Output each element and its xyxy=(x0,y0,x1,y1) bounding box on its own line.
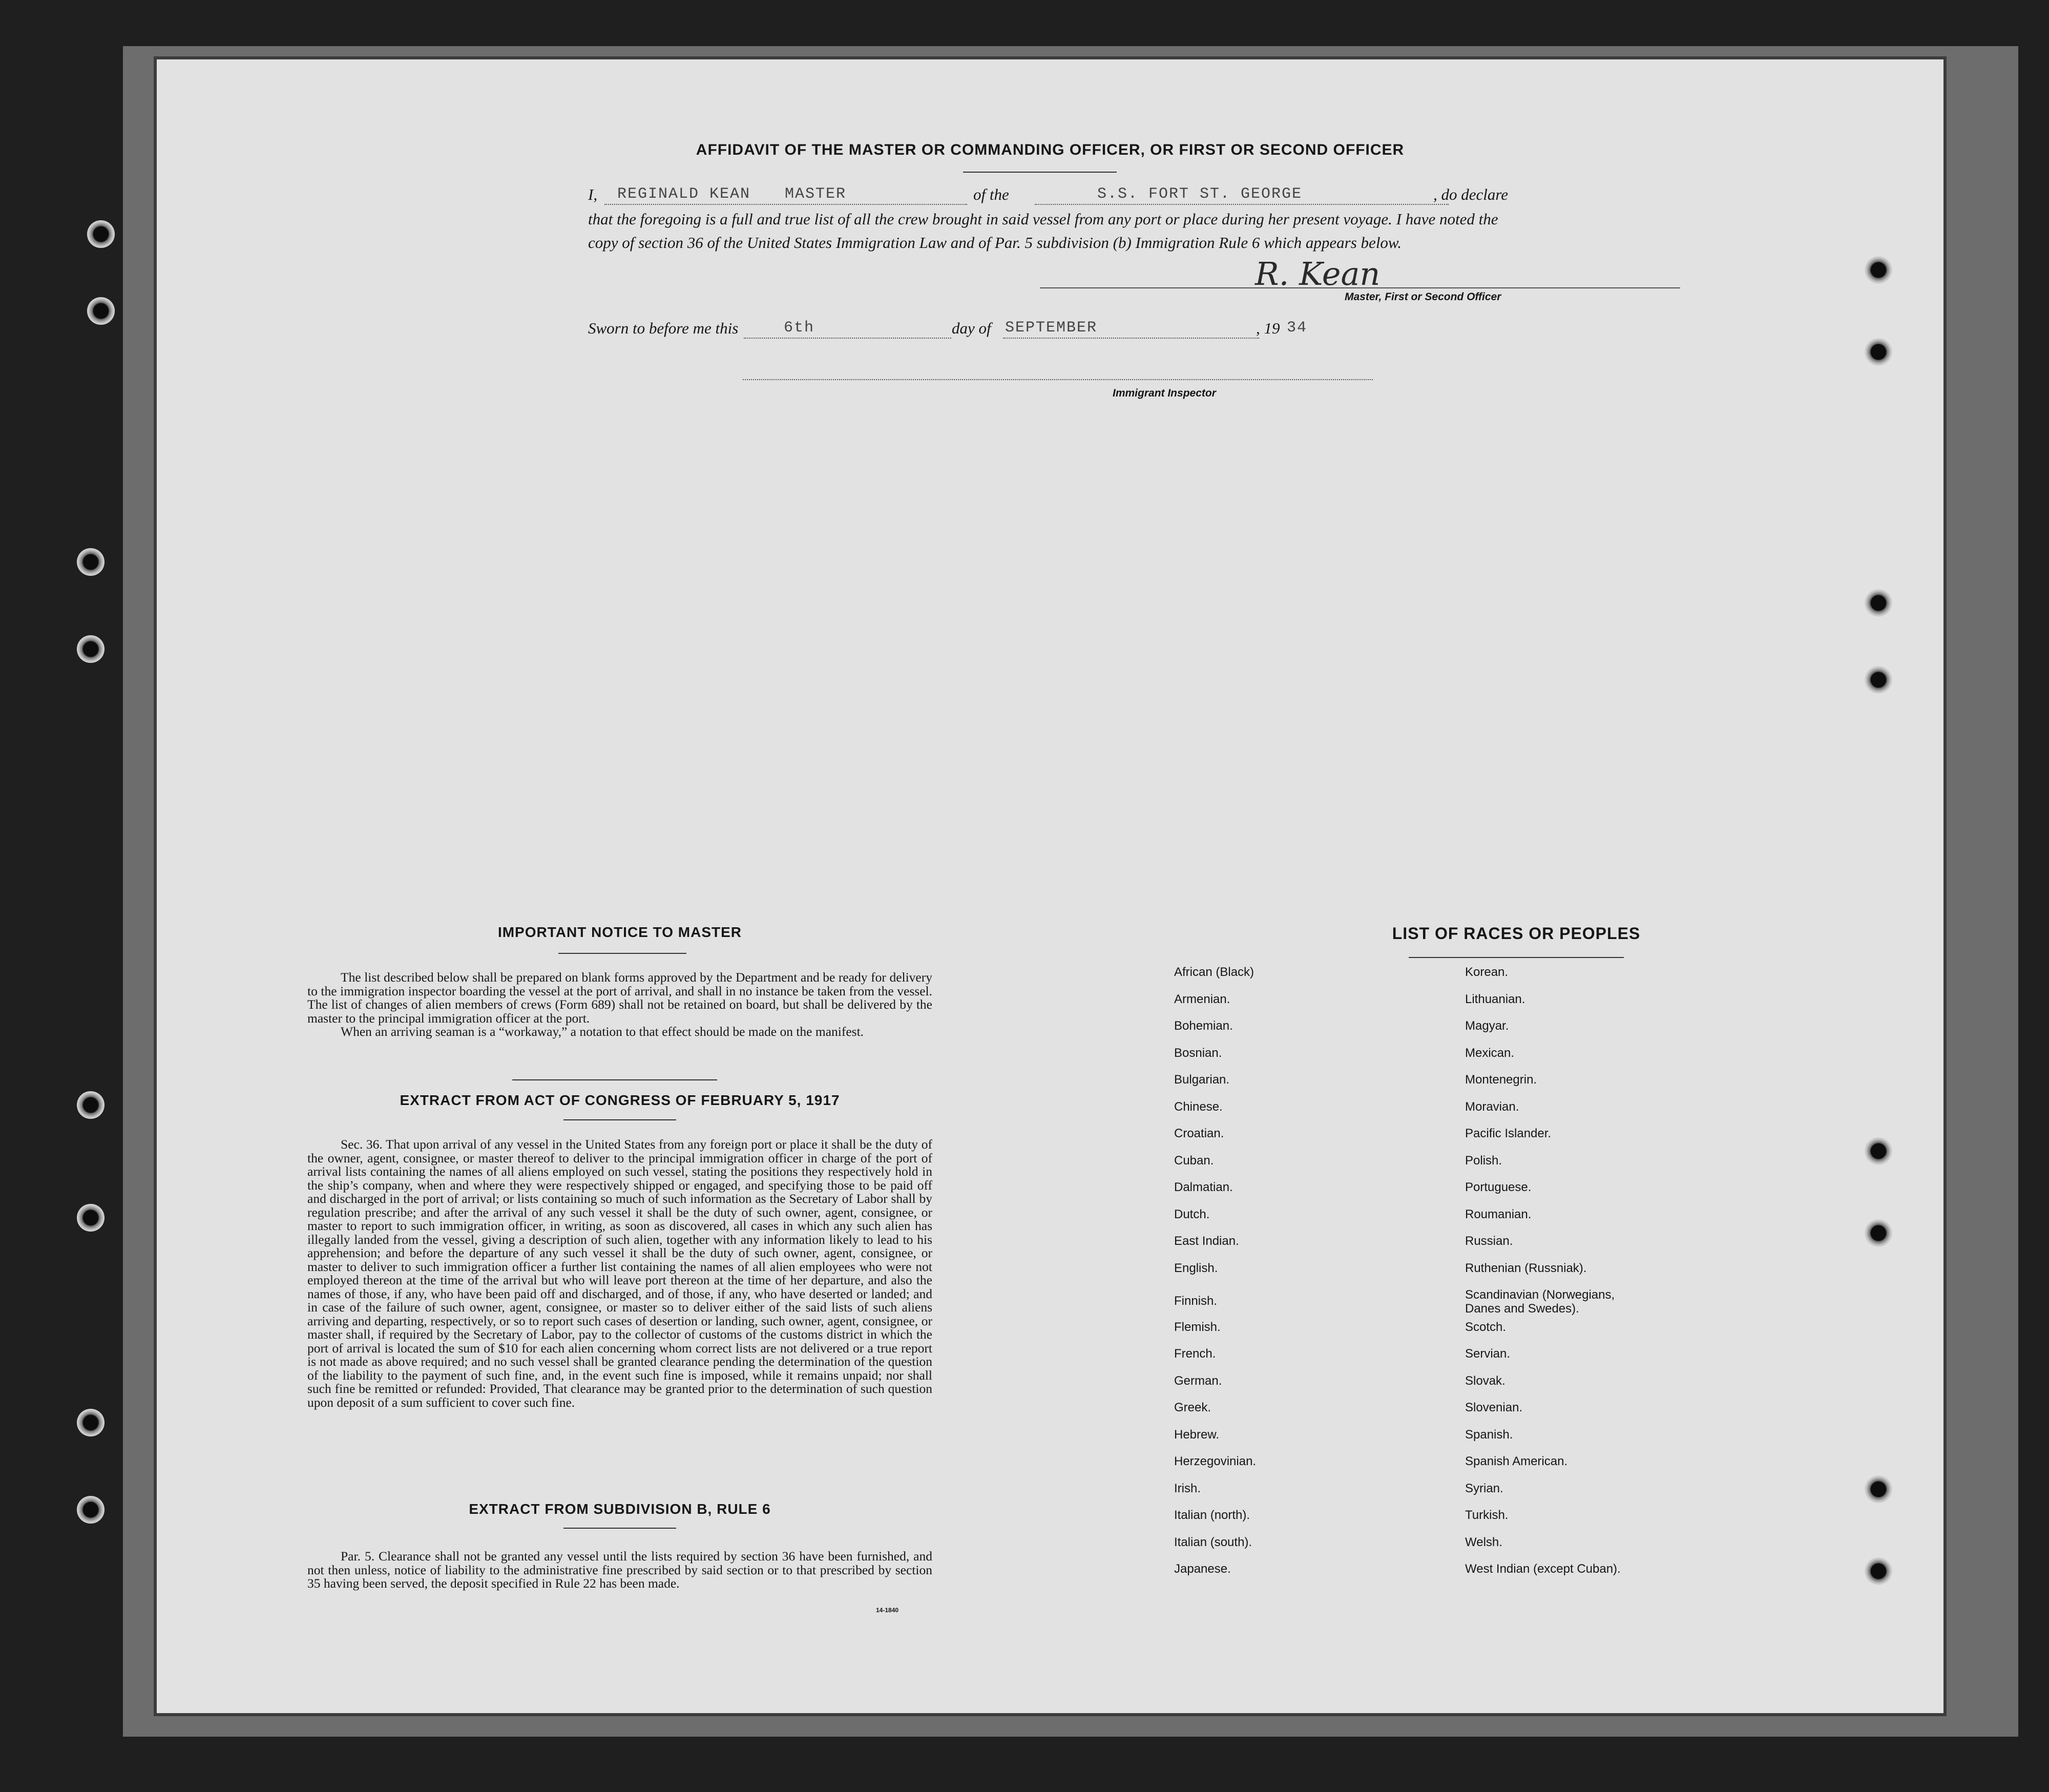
binder-hole xyxy=(77,1409,104,1436)
affidavit-line-3: copy of section 36 of the United States Immigration Law and of Par. 5 subdivision (b) Immigration Rule 6 which appears below. xyxy=(588,234,1402,252)
race-right-item: Mexican. xyxy=(1465,1046,1515,1060)
binder-hole xyxy=(77,635,104,663)
inspector-line xyxy=(743,379,1373,380)
race-right-item: Roumanian. xyxy=(1465,1207,1532,1221)
title-underline xyxy=(963,172,1117,173)
race-right-item: Turkish. xyxy=(1465,1508,1509,1522)
race-right-item: Slovenian. xyxy=(1465,1401,1523,1414)
race-left-item: German. xyxy=(1174,1374,1222,1388)
binder-hole xyxy=(87,297,115,325)
master-rank: MASTER xyxy=(785,185,847,203)
par-5-text: Par. 5. Clearance shall not be granted any vessel until the lists required by section 36 have been furnished, and not then unless, notice of liability to the administrative fine prescribed by said section or to that prescribed by section 35 having been served, the deposit specified in Rule 22 has been made. xyxy=(307,1549,932,1591)
race-right-item: Welsh. xyxy=(1465,1535,1502,1549)
binder-hole xyxy=(77,548,104,576)
extract-2-underline xyxy=(563,1528,676,1529)
race-left-item: Dutch. xyxy=(1174,1207,1210,1221)
binder-hole xyxy=(1865,1219,1892,1247)
form-number: 14-1840 xyxy=(876,1607,899,1614)
name-blank xyxy=(604,204,967,205)
binder-hole xyxy=(87,220,115,248)
sworn-month: SEPTEMBER xyxy=(1005,319,1098,337)
notice-underline xyxy=(558,953,686,954)
race-left-item: Dalmatian. xyxy=(1174,1180,1233,1194)
binder-hole xyxy=(77,1496,104,1524)
day-blank xyxy=(744,338,951,339)
race-left-item: Japanese. xyxy=(1174,1562,1231,1576)
affidavit-title: AFFIDAVIT OF THE MASTER OR COMMANDING OFFICER, OR FIRST OR SECOND OFFICER xyxy=(696,141,1405,158)
binder-hole xyxy=(1865,256,1892,284)
day-of-label: day of xyxy=(952,319,991,337)
race-right-item: Korean. xyxy=(1465,965,1509,979)
race-left-item: Herzegovinian. xyxy=(1174,1454,1257,1468)
par-5-body xyxy=(307,1550,932,1591)
race-right-item: Spanish. xyxy=(1465,1428,1513,1442)
master-name: REGINALD KEAN xyxy=(617,185,751,203)
sworn-year: 34 xyxy=(1287,319,1308,337)
binder-hole xyxy=(1865,1137,1892,1165)
notice-body xyxy=(307,971,932,1039)
race-left-item: Armenian. xyxy=(1174,992,1230,1006)
affidavit-prefix: I, xyxy=(588,185,598,203)
race-left-item: Croatian. xyxy=(1174,1127,1224,1140)
race-left-item: Bohemian. xyxy=(1174,1019,1233,1033)
race-right-item: Polish. xyxy=(1465,1154,1502,1168)
extract-1-title: EXTRACT FROM ACT OF CONGRESS OF FEBRUARY 5, 1917 xyxy=(400,1092,840,1108)
extract-1-underline xyxy=(563,1119,676,1120)
extract-2-title: EXTRACT FROM SUBDIVISION B, RULE 6 xyxy=(469,1501,771,1517)
race-left-item: Chinese. xyxy=(1174,1100,1223,1114)
binder-hole xyxy=(1865,589,1892,617)
sworn-day: 6th xyxy=(784,319,815,337)
race-right-item: Scotch. xyxy=(1465,1320,1507,1334)
race-right-item: Montenegrin. xyxy=(1465,1073,1537,1087)
race-right-item: Syrian. xyxy=(1465,1482,1503,1495)
binder-hole xyxy=(1865,338,1892,366)
notice-paragraph-1: The list described below shall be prepared on blank forms approved by the Department and be ready for delivery to the immigration inspector boarding the vessel at the port of arrival, and shall in no instance be taken from the vessel. The list of changes of alien members of crews (Form 689) shall not be retained on board, but shall be delivered by the master to the principal immigration officer at the port. xyxy=(307,970,932,1026)
binder-hole xyxy=(77,1204,104,1232)
race-left-item: Finnish. xyxy=(1174,1294,1218,1308)
notice-paragraph-2: When an arriving seaman is a “workaway,” a notation to that effect should be made on the manifest. xyxy=(341,1024,864,1039)
race-left-item: Italian (south). xyxy=(1174,1535,1252,1549)
do-declare-label: , do declare xyxy=(1433,185,1509,203)
race-left-item: Bulgarian. xyxy=(1174,1073,1230,1087)
of-the-label: of the xyxy=(973,185,1009,203)
binder-hole xyxy=(77,1091,104,1119)
vessel-name: S.S. FORT ST. GEORGE xyxy=(1097,185,1303,203)
races-title: LIST OF RACES OR PEOPLES xyxy=(1392,924,1641,943)
month-blank xyxy=(1003,338,1259,339)
signature-caption: Master, First or Second Officer xyxy=(1345,291,1501,303)
race-left-item: Hebrew. xyxy=(1174,1428,1220,1442)
binder-hole xyxy=(1865,1475,1892,1503)
race-right-item: Portuguese. xyxy=(1465,1180,1532,1194)
vessel-blank xyxy=(1035,204,1449,205)
race-left-item: Cuban. xyxy=(1174,1154,1214,1168)
year-prefix: , 19 xyxy=(1256,319,1280,337)
race-right-item: Spanish American. xyxy=(1465,1454,1568,1468)
document-page xyxy=(154,56,1947,1716)
section-36-text: Sec. 36. That upon arrival of any vessel in the United States from any foreign port or place it shall be the duty of the owner, agent, consignee, or master thereof to deliver to the principal immigration officer in charge of the port of arrival lists containing the names of all aliens employed on such vessel, stating the positions they respectively hold in the ship’s company, when and where they were respectively shipped or engaged, and specifying those to be paid off and discharged in the port of arrival; or lists containing so much of such information as the Secretary of Labor shall by regulation prescribe; and after the arrival of any such vessel it shall be the duty of such owner, agent, consignee, or master to report to such immigration officer, in writing, as soon as discovered, all cases in which any such alien has illegally landed from the vessel, giving a description of such alien, together with any information likely to lead to his apprehension; and before the departure of any such vessel it shall be the duty of such owner, agent, consignee, or master to deliver to such immigration officer a further list containing the names of all alien employees who were not employed thereon at the time of the arrival but who will leave port thereon at the time of her departure, and also the names of those, if any, who have been paid off and discharged, and of those, if any, who have deserted or landed; and in case of the failure of such owner, agent, consignee, or master so to deliver either of the said lists of such aliens arriving and departing, respectively, or so to report such cases of desertion or landing, such owner, agent, consignee, or master shall, if required by the Secretary of Labor, pay to the collector of customs of the customs district in which the port of arrival is located the sum of $10 for each alien concerning whom correct lists are not delivered or a true report is not made as above required; and no such vessel shall be granted clearance pending the determination of the question of the liability to the payment of such fine, and, in the event such fine is imposed, while it remains unpaid; nor shall such fine be remitted or refunded: Provided, That clearance may be granted prior to the determination of such question upon deposit of a sum sufficient to cover such fine. xyxy=(307,1137,932,1410)
race-left-item: Greek. xyxy=(1174,1401,1211,1414)
binder-hole xyxy=(1865,666,1892,694)
sworn-label: Sworn to before me this xyxy=(588,319,739,337)
race-right-item: West Indian (except Cuban). xyxy=(1465,1562,1621,1576)
affidavit-line-2: that the foregoing is a full and true list of all the crew brought in said vessel from any port or place during her present voyage. I have noted the xyxy=(588,210,1498,228)
race-right-item: Servian. xyxy=(1465,1347,1511,1361)
master-signature: R. Kean xyxy=(1255,255,1381,293)
race-left-item: Italian (north). xyxy=(1174,1508,1250,1522)
notice-title: IMPORTANT NOTICE TO MASTER xyxy=(497,924,742,940)
race-right-item: Pacific Islander. xyxy=(1465,1127,1552,1140)
section-36-body xyxy=(307,1138,932,1409)
race-right-item: Slovak. xyxy=(1465,1374,1506,1388)
race-right-item: Russian. xyxy=(1465,1234,1513,1248)
race-left-item: Bosnian. xyxy=(1174,1046,1222,1060)
race-right-item: Lithuanian. xyxy=(1465,992,1525,1006)
race-left-item: French. xyxy=(1174,1347,1216,1361)
race-right-item: Scandinavian (Norwegians, Danes and Swedes). xyxy=(1465,1288,1615,1316)
race-left-item: Flemish. xyxy=(1174,1320,1221,1334)
races-underline xyxy=(1409,957,1624,958)
binder-hole xyxy=(1865,1557,1892,1585)
race-left-item: Irish. xyxy=(1174,1482,1201,1495)
race-right-item: Ruthenian (Russniak). xyxy=(1465,1261,1587,1275)
race-left-item: English. xyxy=(1174,1261,1218,1275)
race-left-item: African (Black) xyxy=(1174,965,1255,979)
race-left-item: East Indian. xyxy=(1174,1234,1239,1248)
section-divider xyxy=(512,1079,717,1080)
race-right-item: Magyar. xyxy=(1465,1019,1509,1033)
inspector-caption: Immigrant Inspector xyxy=(1113,387,1216,399)
race-right-item: Moravian. xyxy=(1465,1100,1519,1114)
